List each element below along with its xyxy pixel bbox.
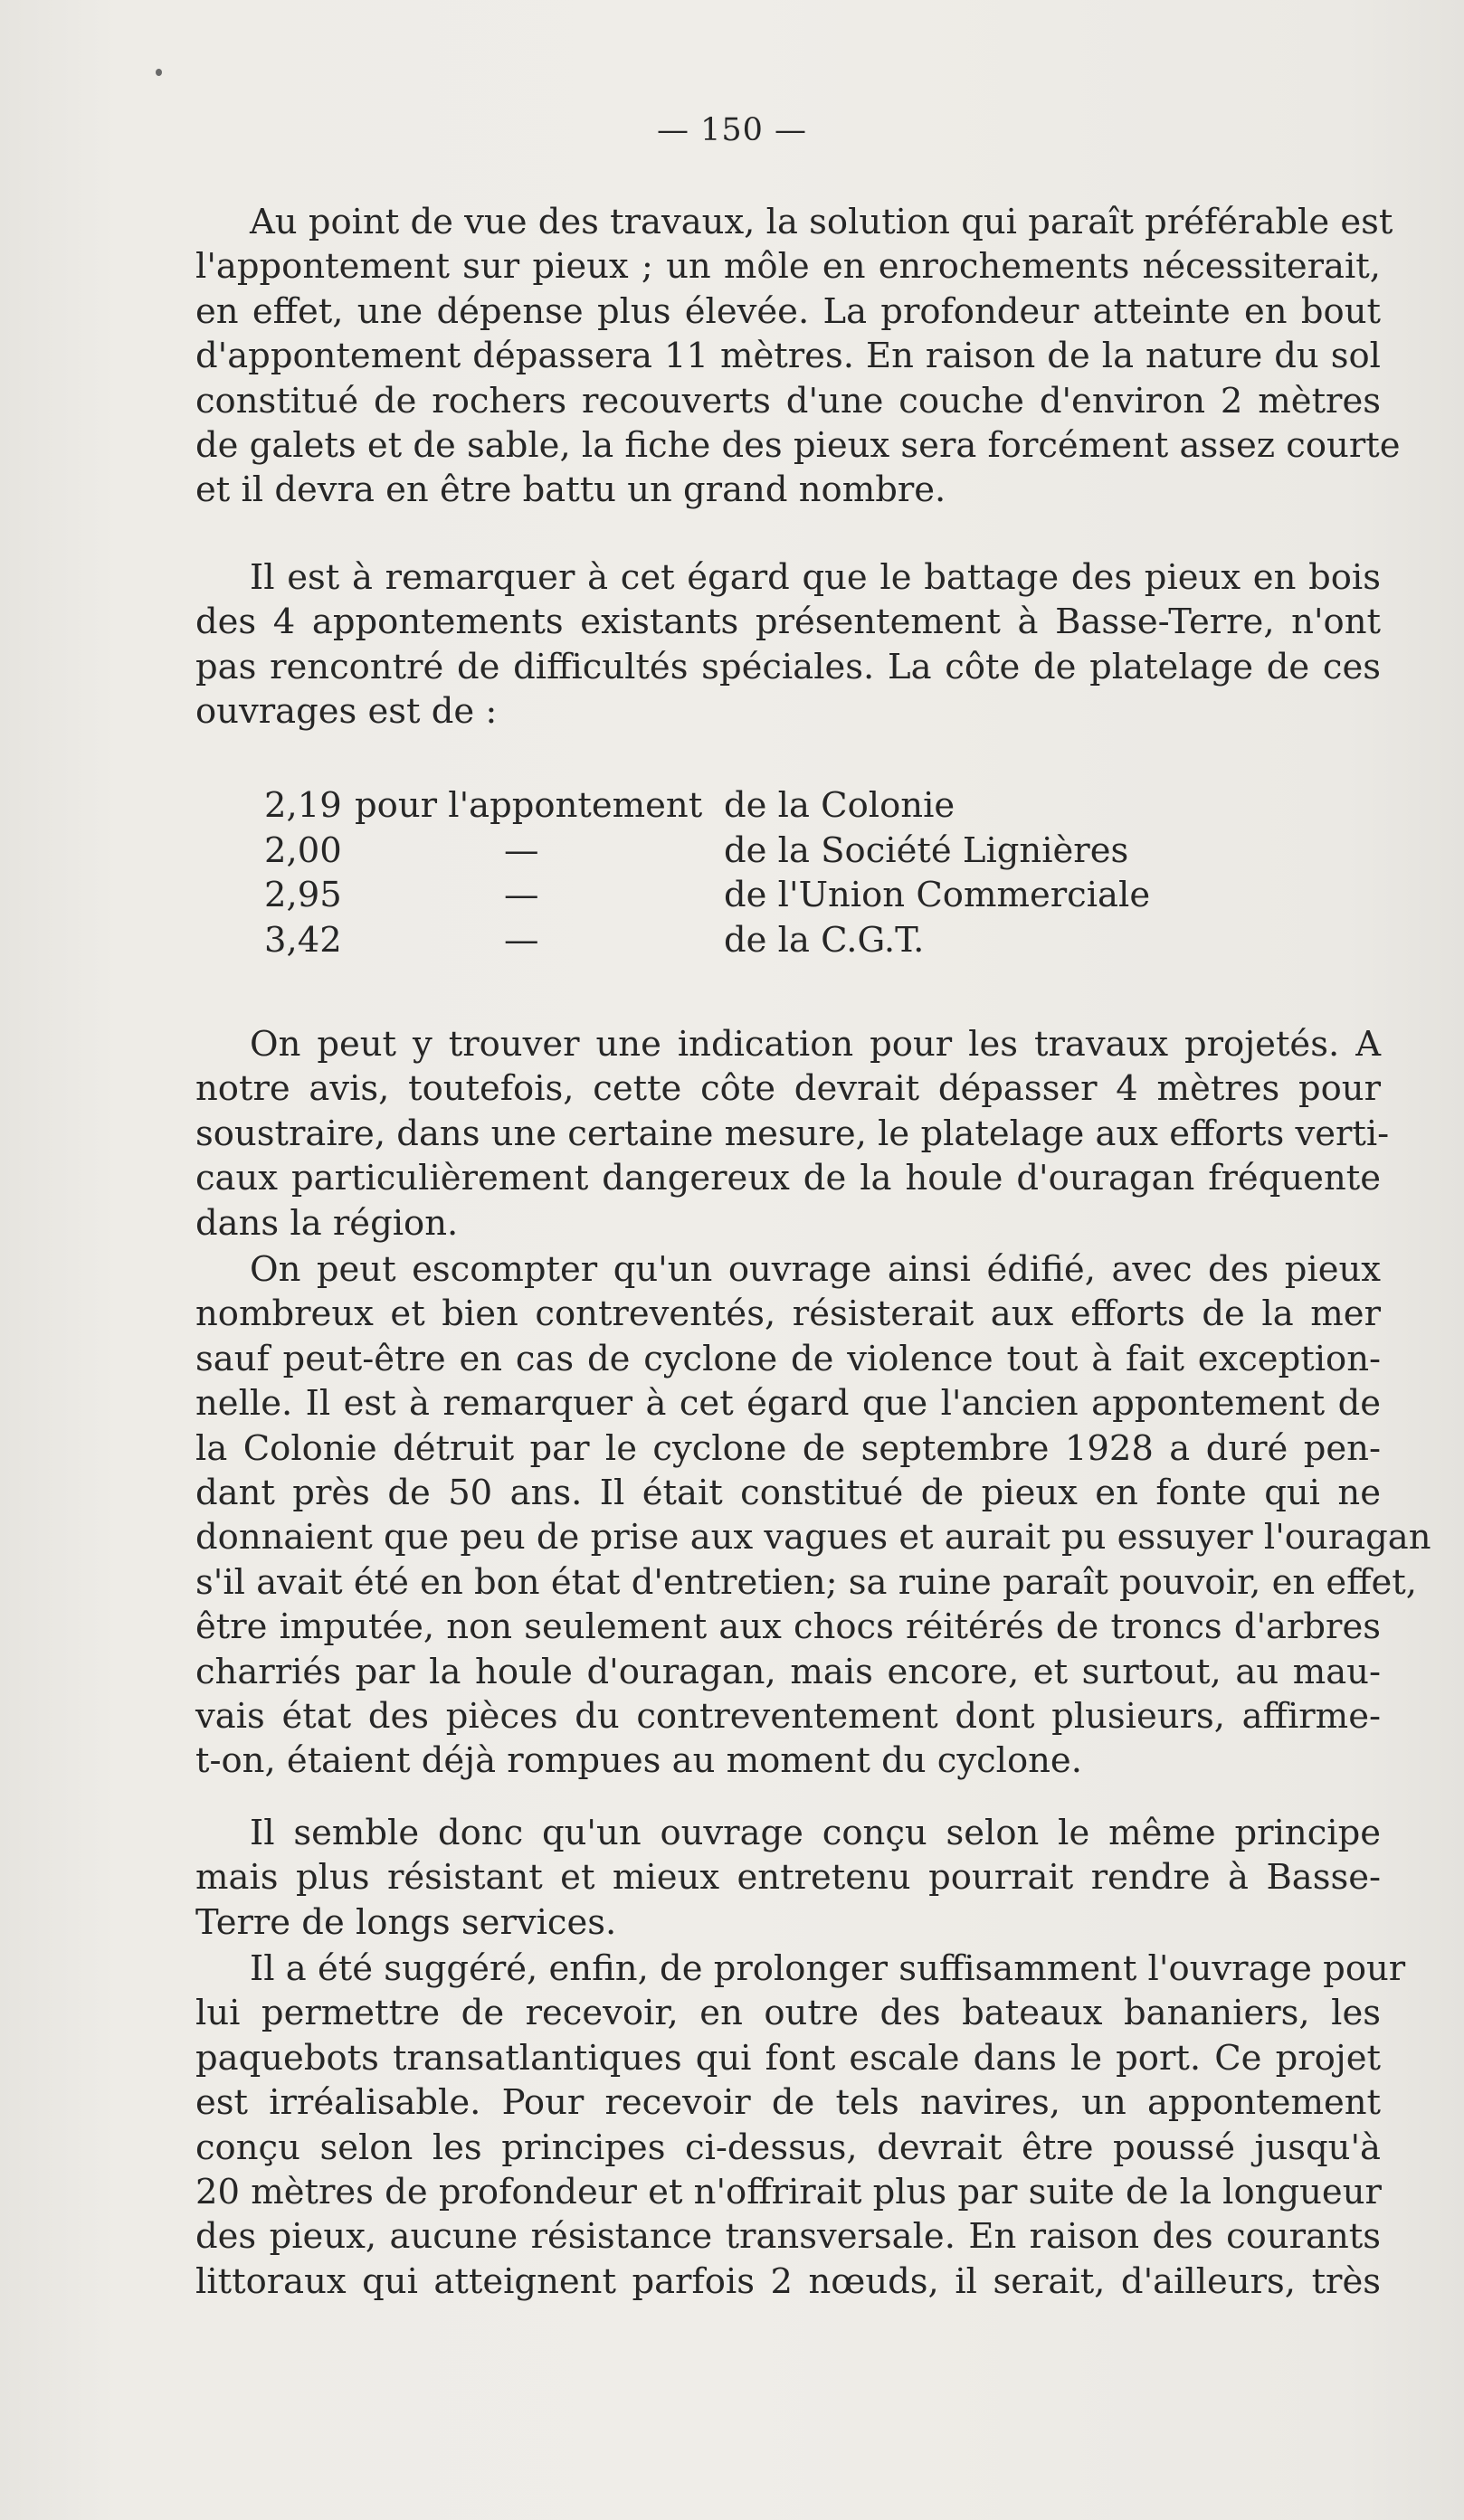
text-line: pas rencontré de difficultés spéciales. La côte de platelage de ces xyxy=(195,646,1381,687)
text-line: nombreux et bien contreventés, résisterait aux efforts de la mer xyxy=(195,1293,1381,1335)
platelage-value: 2,19 xyxy=(264,785,342,826)
text-line: donnaient que peu de prise aux vagues et aurait pu essuyer l'ouragan xyxy=(195,1517,1431,1558)
text-line: lui permettre de recevoir, en outre des bateaux bananiers, les xyxy=(195,1993,1381,2034)
text-line: dant près de 50 ans. Il était constitué de pieux en fonte qui ne xyxy=(195,1472,1381,1513)
text-line: ouvrages est de : xyxy=(195,691,498,733)
text-line: d'appontement dépassera 11 mètres. En raison de la nature du sol xyxy=(195,336,1381,377)
wharf-name: de la Colonie xyxy=(724,785,955,826)
text-line: caux particulièrement dangereux de la houle d'ouragan fréquente xyxy=(195,1158,1381,1199)
text-line: soustraire, dans une certaine mesure, le platelage aux efforts verti- xyxy=(195,1113,1390,1154)
text-line: Au point de vue des travaux, la solution qui paraît préférable est xyxy=(250,202,1393,242)
ditto-dash: — xyxy=(504,919,539,961)
text-line: de galets et de sable, la fiche des pieux sera forcément assez courte xyxy=(195,424,1401,466)
text-line: et il devra en être battu un grand nombre. xyxy=(195,469,946,511)
text-line: constitué de rochers recouverts d'une couche d'environ 2 mètres xyxy=(195,380,1381,422)
paragraph-4 xyxy=(195,1247,1431,1784)
text-line: mais plus résistant et mieux entretenu pourrait rendre à Basse- xyxy=(195,1857,1381,1899)
text-line: Il est à remarquer à cet égard que le battage des pieux en bois xyxy=(250,557,1381,598)
text-line: conçu selon les principes ci-dessus, devrait être poussé jusqu'à xyxy=(195,2127,1381,2168)
platelage-value: 2,00 xyxy=(264,829,342,871)
table-row xyxy=(264,785,1214,830)
paragraph-2 xyxy=(195,555,1381,734)
paragraph-1 xyxy=(195,200,1401,513)
text-line: paquebots transatlantiques qui font escale dans le port. Ce projet xyxy=(195,2037,1381,2079)
text-line: littoraux qui atteignent parfois 2 nœuds, il serait, d'ailleurs, très xyxy=(195,2260,1381,2302)
text-line: s'il avait été en bon état d'entretien; sa ruine paraît pouvoir, en effet, xyxy=(195,1561,1418,1603)
text-line: Il a été suggéré, enfin, de prolonger suffisamment l'ouvrage pour xyxy=(250,1948,1406,1989)
text-line: 20 mètres de profondeur et n'offrirait plus par suite de la longueur xyxy=(195,2171,1382,2212)
paragraph-3 xyxy=(195,1022,1390,1246)
table-row xyxy=(264,830,1214,876)
text-line: Terre de longs services. xyxy=(195,1901,617,1943)
text-line: la Colonie détruit par le cyclone de septembre 1928 a duré pen- xyxy=(195,1427,1381,1469)
text-line: sauf peut-être en cas de cyclone de violence tout à fait exception- xyxy=(195,1338,1381,1379)
ditto-dash: — xyxy=(504,875,539,915)
platelage-value: 3,42 xyxy=(264,919,342,961)
text-line: notre avis, toutefois, cette côte devrait dépasser 4 mètres pour xyxy=(195,1068,1381,1110)
text-line: On peut escompter qu'un ouvrage ainsi édifié, avec des pieux xyxy=(250,1249,1381,1290)
text-line: en effet, une dépense plus élevée. La profondeur atteinte en bout xyxy=(195,290,1381,332)
wharf-name: de la C.G.T. xyxy=(724,919,925,961)
text-line: est irréalisable. Pour recevoir de tels navires, un appontement xyxy=(195,2082,1381,2124)
paragraph-6 xyxy=(195,1947,1406,2304)
text-line: dans la région. xyxy=(195,1202,459,1244)
text-line: l'appontement sur pieux ; un môle en enrochements nécessiterait, xyxy=(195,246,1381,288)
table-row xyxy=(264,875,1214,920)
ditto-dash: — xyxy=(504,829,539,871)
text-line: des pieux, aucune résistance transversale. En raison des courants xyxy=(195,2216,1381,2258)
table-row xyxy=(264,920,1214,965)
platelage-label: pour l'appontement xyxy=(355,785,703,826)
wharf-name: de l'Union Commerciale xyxy=(724,875,1151,915)
print-speck xyxy=(156,69,162,76)
text-line: charriés par la houle d'ouragan, mais encore, et surtout, au mau- xyxy=(195,1651,1381,1692)
text-line: nelle. Il est à remarquer à cet égard que l'ancien appontement de xyxy=(195,1383,1381,1425)
platelage-table xyxy=(264,785,1214,964)
text-line: être imputée, non seulement aux chocs réitérés de troncs d'arbres xyxy=(195,1606,1381,1648)
text-line: t-on, étaient déjà rompues au moment du cyclone. xyxy=(195,1740,1082,1782)
text-line: Il semble donc qu'un ouvrage conçu selon le même principe xyxy=(250,1813,1381,1853)
wharf-name: de la Société Lignières xyxy=(724,829,1129,871)
text-line: On peut y trouver une indication pour les travaux projetés. A xyxy=(250,1024,1381,1065)
text-line: des 4 appontements existants présentement à Basse-Terre, n'ont xyxy=(195,602,1381,643)
page-number: — 150 — xyxy=(656,112,808,148)
paragraph-5 xyxy=(195,1811,1381,1945)
platelage-value: 2,95 xyxy=(264,875,342,915)
text-line: vais état des pièces du contreventement dont plusieurs, affirme- xyxy=(195,1695,1381,1737)
